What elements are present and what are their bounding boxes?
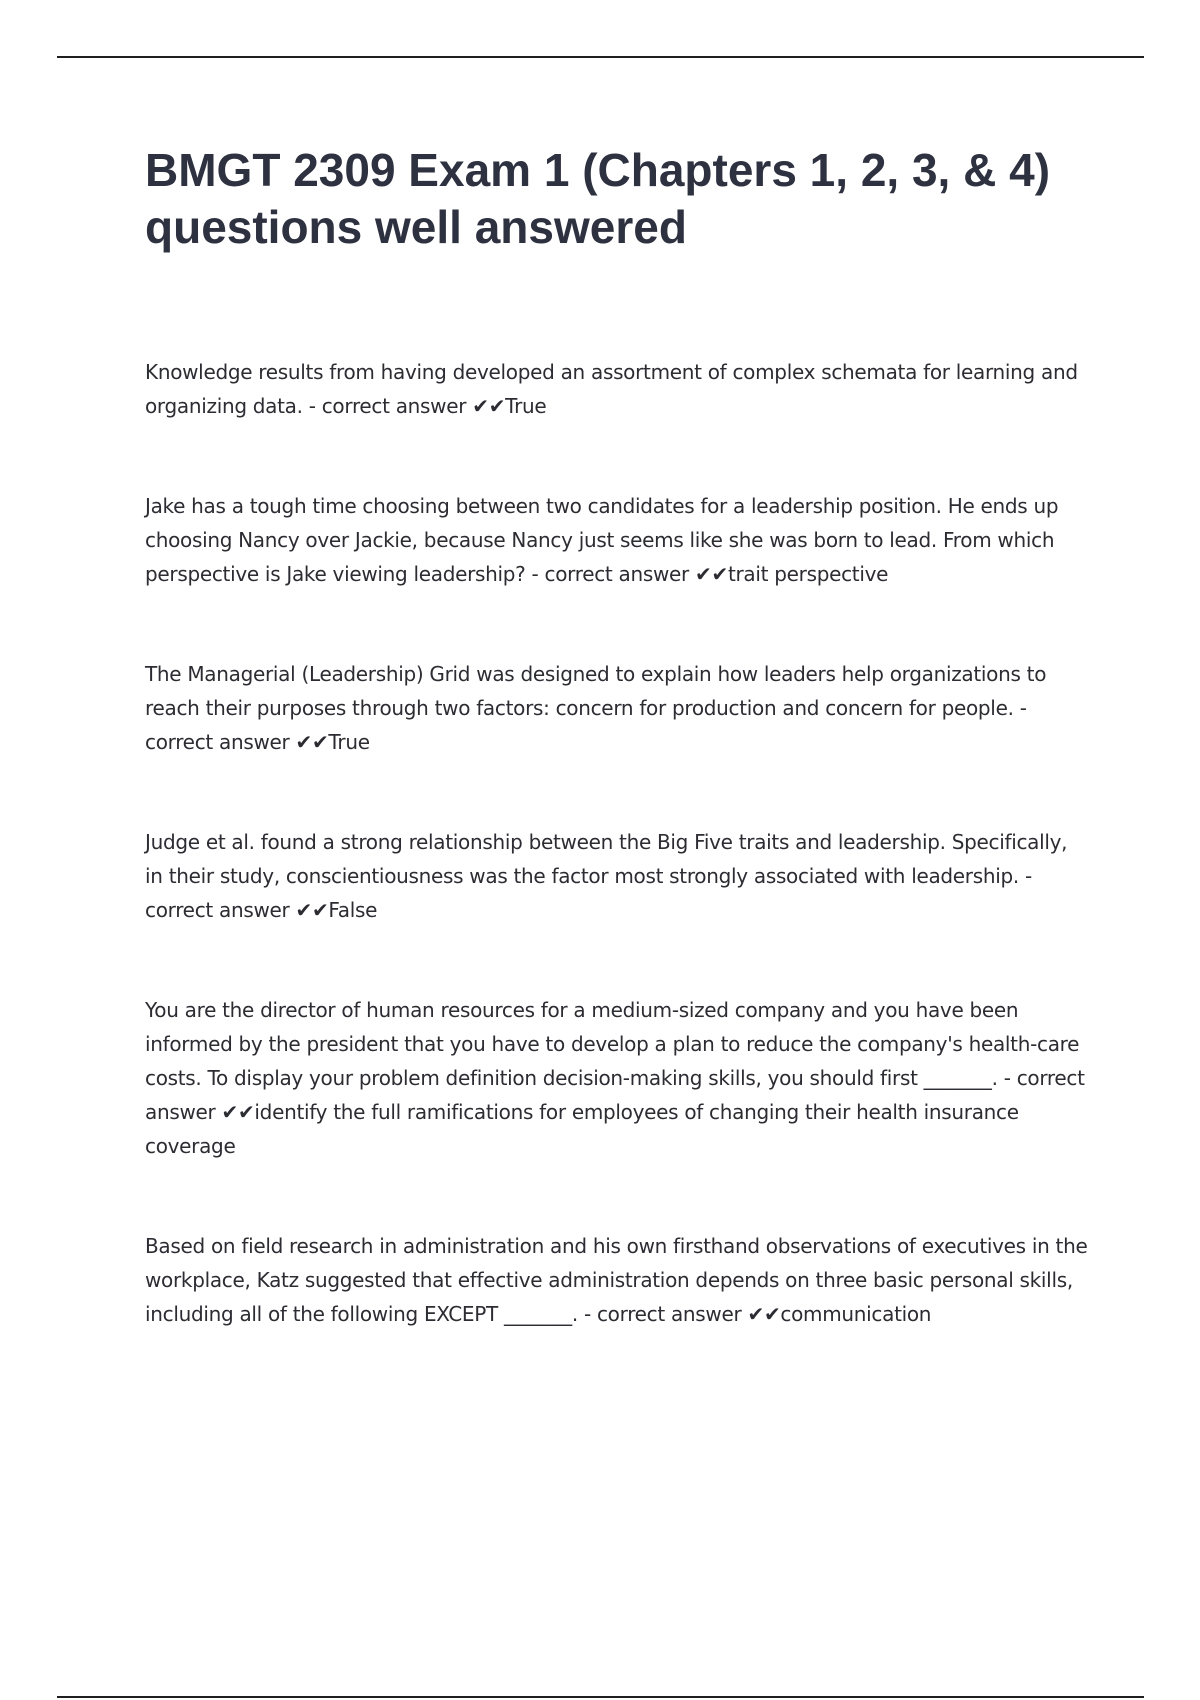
question-text: You are the director of human resources for a medium-sized company and you have been informed by the president that you have to develop a plan to reduce the company's health-care costs. To display your problem definition decision-making skills, you should first _______. — [145, 998, 1080, 1090]
answer-label: correct answer — [596, 1302, 742, 1326]
question-text: Jake has a tough time choosing between two candidates for a leadership position. He ends up choosing Nancy over Jackie, because Nancy just seems like she was born to lead. From which perspective is Jake viewing leadership? — [145, 494, 1059, 586]
qa-item-2: Jake has a tough time choosing between two candidates for a leadership position. He ends up choosing Nancy over Jackie, because Nancy just seems like she was born to lead. From which perspective is Jake viewing leadership? - correct answer ✔✔trait perspective — [145, 494, 1059, 586]
answer-text: trait perspective — [727, 562, 889, 586]
question-text: Judge et al. found a strong relationship between the Big Five traits and leadership. Specifically, in their study, conscientiousness was the factor most strongly associated with leadership. — [145, 830, 1068, 888]
answer-text: False — [328, 898, 378, 922]
question-text: Based on field research in administration and his own firsthand observations of executives in the workplace, Katz suggested that effective administration depends on three basic personal skills, including all of the following EXCEPT _______. — [145, 1234, 1088, 1326]
check-icon: ✔✔ — [295, 898, 329, 922]
answer-label: correct answer — [544, 562, 689, 586]
document-title: BMGT 2309 Exam 1 (Chapters 1, 2, 3, & 4) questions well answered — [145, 144, 1051, 253]
answer-label: correct answer — [321, 394, 467, 418]
answer-text: communication — [780, 1302, 932, 1326]
check-icon: ✔✔ — [295, 730, 329, 754]
check-icon: ✔✔ — [472, 394, 506, 418]
qa-item-1: Knowledge results from having developed an assortment of complex schemata for learning and organizing data. - correct answer ✔✔True — [145, 360, 1078, 418]
qa-item-4: Judge et al. found a strong relationship between the Big Five traits and leadership. Specifically, in their study, conscientiousness was the factor most strongly associated with leadership. - correct answer ✔✔False — [145, 830, 1068, 922]
check-icon: ✔✔ — [221, 1100, 255, 1124]
answer-text: True — [328, 730, 370, 754]
check-icon: ✔✔ — [695, 562, 728, 586]
answer-label: correct answer — [145, 898, 290, 922]
bottom-rule — [57, 1696, 1144, 1698]
answer-text: True — [505, 394, 547, 418]
answer-label: correct answer — [145, 730, 290, 754]
question-text: Knowledge results from having developed an assortment of complex schemata for learning and organizing data. — [145, 360, 1078, 418]
answer-text: identify the full ramifications for employees of changing their health insurance coverage — [145, 1100, 1019, 1158]
qa-item-6: Based on field research in administration and his own firsthand observations of executives in the workplace, Katz suggested that effective administration depends on three basic personal skills, including all of the following EXCEPT _______. - correct answer ✔✔communication — [145, 1234, 1088, 1326]
qa-item-5: You are the director of human resources for a medium-sized company and you have been informed by the president that you have to develop a plan to reduce the company's health-care costs. To display your problem definition decision-making skills, you should first _______. - correct answer ✔✔identify the full ramifications for employees of changing their health insurance coverage — [145, 998, 1085, 1158]
qa-item-3: The Managerial (Leadership) Grid was designed to explain how leaders help organizations to reach their purposes through two factors: concern for production and concern for people. - correct answer ✔✔True — [145, 662, 1047, 754]
question-text: The Managerial (Leadership) Grid was designed to explain how leaders help organizations to reach their purposes through two factors: concern for production and concern for people. — [145, 662, 1047, 720]
check-icon: ✔✔ — [747, 1302, 781, 1326]
answer-label: correct answer — [145, 1066, 1085, 1124]
top-rule — [57, 56, 1144, 58]
